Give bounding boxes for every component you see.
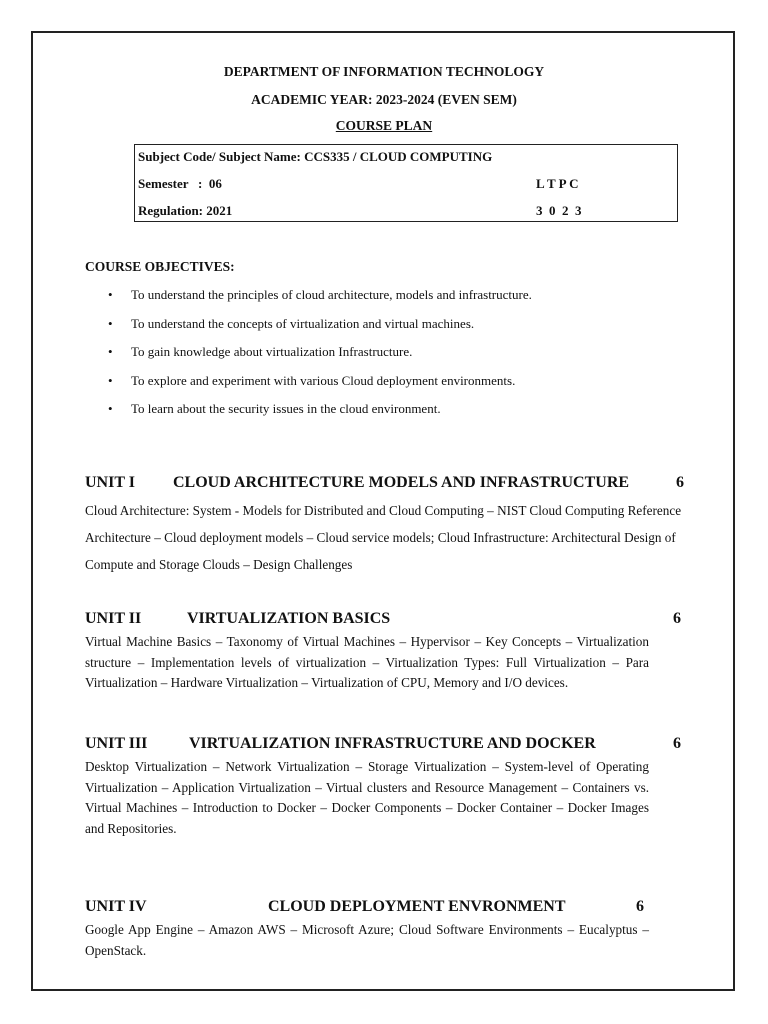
unit-2-label: UNIT II xyxy=(85,610,142,627)
objective-text: To gain knowledge about virtualization Infrastructure. xyxy=(131,344,413,359)
list-item xyxy=(108,344,532,373)
unit-1-hours: 6 xyxy=(676,474,684,491)
unit-3-title: VIRTUALIZATION INFRASTRUCTURE AND DOCKER xyxy=(189,735,596,752)
objective-text: To learn about the security issues in the cloud environment. xyxy=(131,401,441,416)
list-item xyxy=(108,373,532,402)
unit-4-hours: 6 xyxy=(636,898,644,915)
bullet-icon: • xyxy=(108,372,113,388)
bullet-icon: • xyxy=(108,287,113,302)
list-item xyxy=(108,401,532,430)
list-item xyxy=(108,316,532,345)
semester: Semester : 06 xyxy=(138,176,222,191)
unit-4-title: CLOUD DEPLOYMENT ENVRONMENT xyxy=(268,898,566,915)
unit-2-title: VIRTUALIZATION BASICS xyxy=(187,610,391,627)
regulation: Regulation: 2021 xyxy=(138,203,233,218)
bullet-icon: • xyxy=(108,344,113,359)
unit-4-content: Google App Engine – Amazon AWS – Microsoft Azure; Cloud Software Environments – Eucalyptus – OpenStack. xyxy=(85,922,649,958)
unit-3-label: UNIT III xyxy=(85,735,148,752)
list-item xyxy=(108,287,532,316)
objective-text: To explore and experiment with various Cloud deployment environments. xyxy=(131,372,516,388)
objective-text: To understand the principles of cloud architecture, models and infrastructure. xyxy=(131,287,532,302)
unit-4-label: UNIT IV xyxy=(85,898,147,915)
unit-1-content: Cloud Architecture: System - Models for Distributed and Cloud Computing – NIST Cloud Computing Reference Architecture – Cloud deployment models – Cloud service models; Cloud Infrastructure: Architectural Design of Compute and Storage Clouds – Design Challenges xyxy=(85,503,682,572)
bullet-icon: • xyxy=(108,315,113,331)
bullet-icon: • xyxy=(108,401,113,416)
unit-1-title: CLOUD ARCHITECTURE MODELS AND INFRASTRUCTURE xyxy=(173,474,630,491)
objectives-title: COURSE OBJECTIVES: xyxy=(85,259,235,274)
objective-text: To understand the concepts of virtualization and virtual machines. xyxy=(131,315,475,331)
unit-3-hours: 6 xyxy=(673,735,681,752)
academic-year-heading: ACADEMIC YEAR: 2023-2024 (EVEN SEM) xyxy=(251,92,517,107)
course-plan-heading: COURSE PLAN xyxy=(335,118,433,133)
department-heading: DEPARTMENT OF INFORMATION TECHNOLOGY xyxy=(223,64,545,79)
ltpc-values: 3 0 2 3 xyxy=(536,203,582,218)
unit-2-hours: 6 xyxy=(673,610,681,627)
ltpc-label: L T P C xyxy=(536,176,579,191)
unit-3-content: Desktop Virtualization – Network Virtualization – Storage Virtualization – System-level of Operating Virtualization – Application Virtualization – Virtual clusters and Resource Management – Containers vs. Virtual Machines – Introduction to Docker – Docker Components – Docker Container – Docker Images and Repositories. xyxy=(85,759,649,836)
unit-1-label: UNIT I xyxy=(85,474,135,491)
subject-code-name: Subject Code/ Subject Name: CCS335 / CLOUD COMPUTING xyxy=(138,149,493,164)
objectives-list xyxy=(108,287,532,430)
unit-2-content: Virtual Machine Basics – Taxonomy of Virtual Machines – Hypervisor – Key Concepts – Virtualization structure – Implementation levels of virtualization – Virtualization Types: Full Virtualization – Para Virtualization – Hardware Virtualization – Virtualization of CPU, Memory and I/O devices. xyxy=(85,634,649,690)
